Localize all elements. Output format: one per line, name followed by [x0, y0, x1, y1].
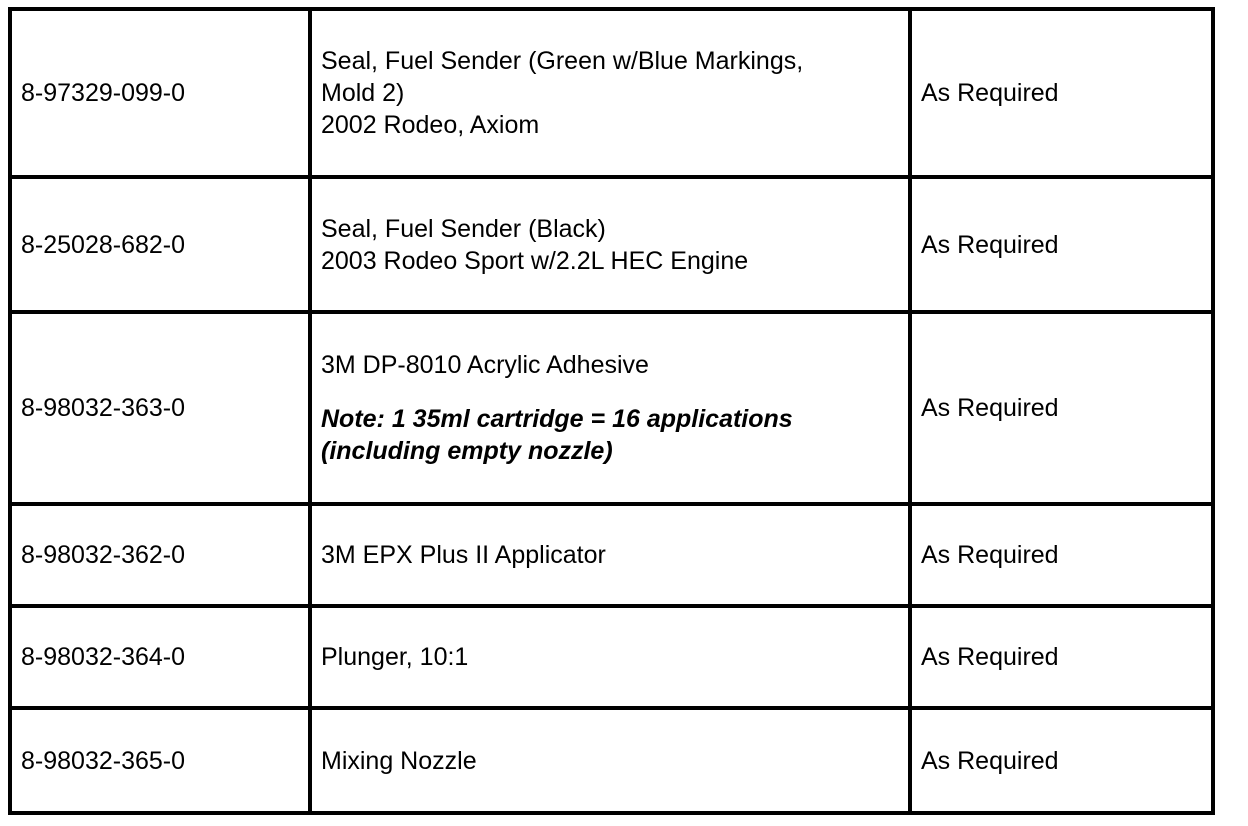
- part-number-cell: 8-98032-362-0: [10, 504, 310, 606]
- description-line: 3M EPX Plus II Applicator: [321, 541, 606, 569]
- note-line: (including empty nozzle): [321, 437, 613, 465]
- note-line: Note: 1 35ml cartridge = 16 applications: [321, 405, 793, 433]
- part-number-cell: 8-97329-099-0: [10, 9, 310, 177]
- quantity-cell: As Required: [910, 9, 1213, 177]
- description-line: Mixing Nozzle: [321, 746, 477, 775]
- part-number-cell: 8-25028-682-0: [10, 177, 310, 312]
- description-cell: [310, 504, 910, 606]
- note-text: [321, 403, 908, 467]
- description-cell: [310, 708, 910, 813]
- quantity-cell: As Required: [910, 504, 1213, 606]
- table-row: [10, 606, 1213, 708]
- description-cell: [310, 606, 910, 708]
- description-line: Plunger, 10:1: [321, 643, 469, 671]
- part-number-cell: 8-98032-365-0: [10, 708, 310, 813]
- quantity-cell: As Required: [910, 312, 1213, 504]
- description-cell: [310, 9, 910, 177]
- quantity-cell: As Required: [910, 606, 1213, 708]
- table-row: [10, 312, 1213, 504]
- part-number-cell: 8-98032-363-0: [10, 312, 310, 504]
- description-line: Mold 2): [321, 79, 405, 107]
- description-line: Seal, Fuel Sender (Black): [321, 214, 606, 243]
- part-number-cell: 8-98032-364-0: [10, 606, 310, 708]
- description-line: Seal, Fuel Sender (Green w/Blue Markings,: [321, 47, 804, 75]
- parts-table: [8, 7, 1215, 815]
- quantity-cell: As Required: [910, 708, 1213, 813]
- description-cell: [310, 177, 910, 312]
- table-row: [10, 504, 1213, 606]
- table-row: [10, 9, 1213, 177]
- description-line: 2003 Rodeo Sport w/2.2L HEC Engine: [321, 246, 749, 275]
- description-cell: [310, 312, 910, 504]
- table-row: [10, 177, 1213, 312]
- quantity-cell: As Required: [910, 177, 1213, 312]
- description-line: 2002 Rodeo, Axiom: [321, 111, 540, 139]
- description-line: 3M DP-8010 Acrylic Adhesive: [321, 351, 649, 379]
- table-row: [10, 708, 1213, 813]
